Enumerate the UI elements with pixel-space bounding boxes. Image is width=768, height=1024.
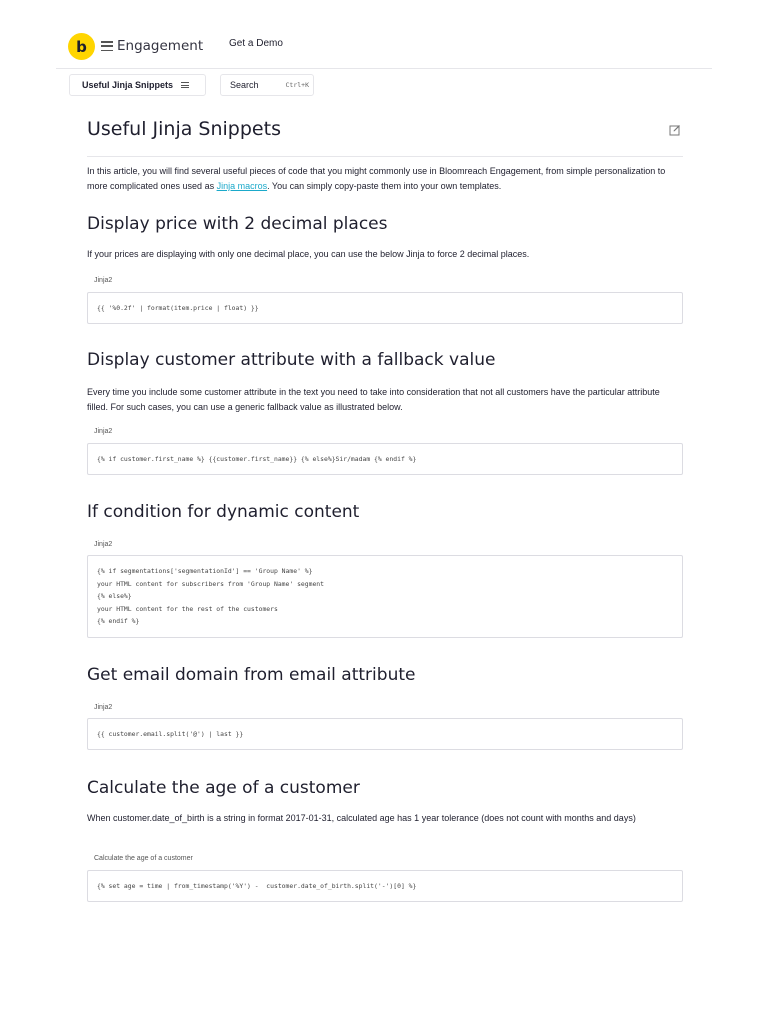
code-line: {{ customer.email.split('@') | last }} (97, 730, 244, 738)
code-line: {{ '%0.2f' | format(item.price | float) }} (97, 304, 259, 312)
hamburger-icon (181, 82, 189, 88)
code-line: {% if customer.first_name %} {{customer.first_name}} {% else%}Sir/madam {% endif %} (97, 455, 417, 463)
toc-breadcrumb-button[interactable] (69, 74, 206, 96)
intro-text-end: . You can simply copy-paste them into your own templates. (267, 181, 502, 191)
section-text: If your prices are displaying with only one decimal place, you can use the below Jinja to force 2 decimal places. (87, 249, 530, 259)
section-text: When customer.date_of_birth is a string in format 2017-01-31, calculated age has 1 year tolerance (does not count with months and days) (87, 813, 636, 823)
section-heading: Display customer attribute with a fallback value (87, 350, 496, 370)
hamburger-icon (101, 41, 113, 51)
bloomreach-logo[interactable] (68, 33, 95, 60)
code-block[interactable] (87, 718, 683, 750)
title-divider (87, 156, 683, 157)
search-placeholder: Search (230, 80, 259, 90)
get-a-demo-link[interactable]: Get a Demo (229, 38, 283, 49)
section-text: Every time you include some customer attribute in the text you need to take into consideration that not all customers have the particular attribute filled. For such cases, you can use a generic fallback value as illustrated below. (87, 387, 660, 412)
code-line: your HTML content for subscribers from 'Group Name' segment (97, 579, 325, 588)
product-menu-label: Engagement (117, 38, 204, 54)
header-divider (56, 68, 712, 69)
code-language-label: Jinja2 (94, 704, 113, 711)
section-heading: Display price with 2 decimal places (87, 214, 388, 234)
code-line: {% set age = time | from_timestamp('%Y') - customer.date_of_birth.split('-')[0] %} (97, 882, 417, 890)
code-language-label: Jinja2 (94, 541, 113, 548)
code-block[interactable] (87, 292, 683, 324)
edit-icon[interactable] (669, 124, 681, 136)
code-line: {% endif %} (97, 617, 140, 625)
section-heading: If condition for dynamic content (87, 502, 360, 522)
intro-text-start: In this article, you will find several useful pieces of code that you might commonly use in Bloomreach Engagement, from simple personalization to more complicated ones used as (87, 166, 666, 191)
code-line: {% if segmentations['segmentationId'] == 'Group Name' %} (97, 567, 313, 575)
code-line: {% else%} (97, 592, 132, 600)
top-navigation-bar (0, 0, 768, 69)
code-block[interactable] (87, 443, 683, 475)
code-language-label: Calculate the age of a customer (94, 855, 193, 862)
code-line: your HTML content for the rest of the customers (97, 604, 278, 613)
product-menu-button[interactable] (101, 36, 203, 56)
code-block[interactable] (87, 870, 683, 902)
code-block[interactable] (87, 555, 683, 638)
breadcrumb-label: Useful Jinja Snippets (82, 80, 174, 90)
page-title: Useful Jinja Snippets (87, 118, 281, 140)
search-input[interactable] (220, 74, 314, 96)
code-language-label: Jinja2 (94, 277, 113, 284)
section-heading: Get email domain from email attribute (87, 665, 416, 685)
logo-glyph: b (76, 37, 87, 56)
jinja-macros-link[interactable]: Jinja macros (216, 181, 268, 191)
code-language-label: Jinja2 (94, 428, 113, 435)
search-shortcut-hint: Ctrl+K (285, 81, 309, 89)
intro-paragraph (87, 164, 667, 194)
section-heading: Calculate the age of a customer (87, 778, 360, 798)
